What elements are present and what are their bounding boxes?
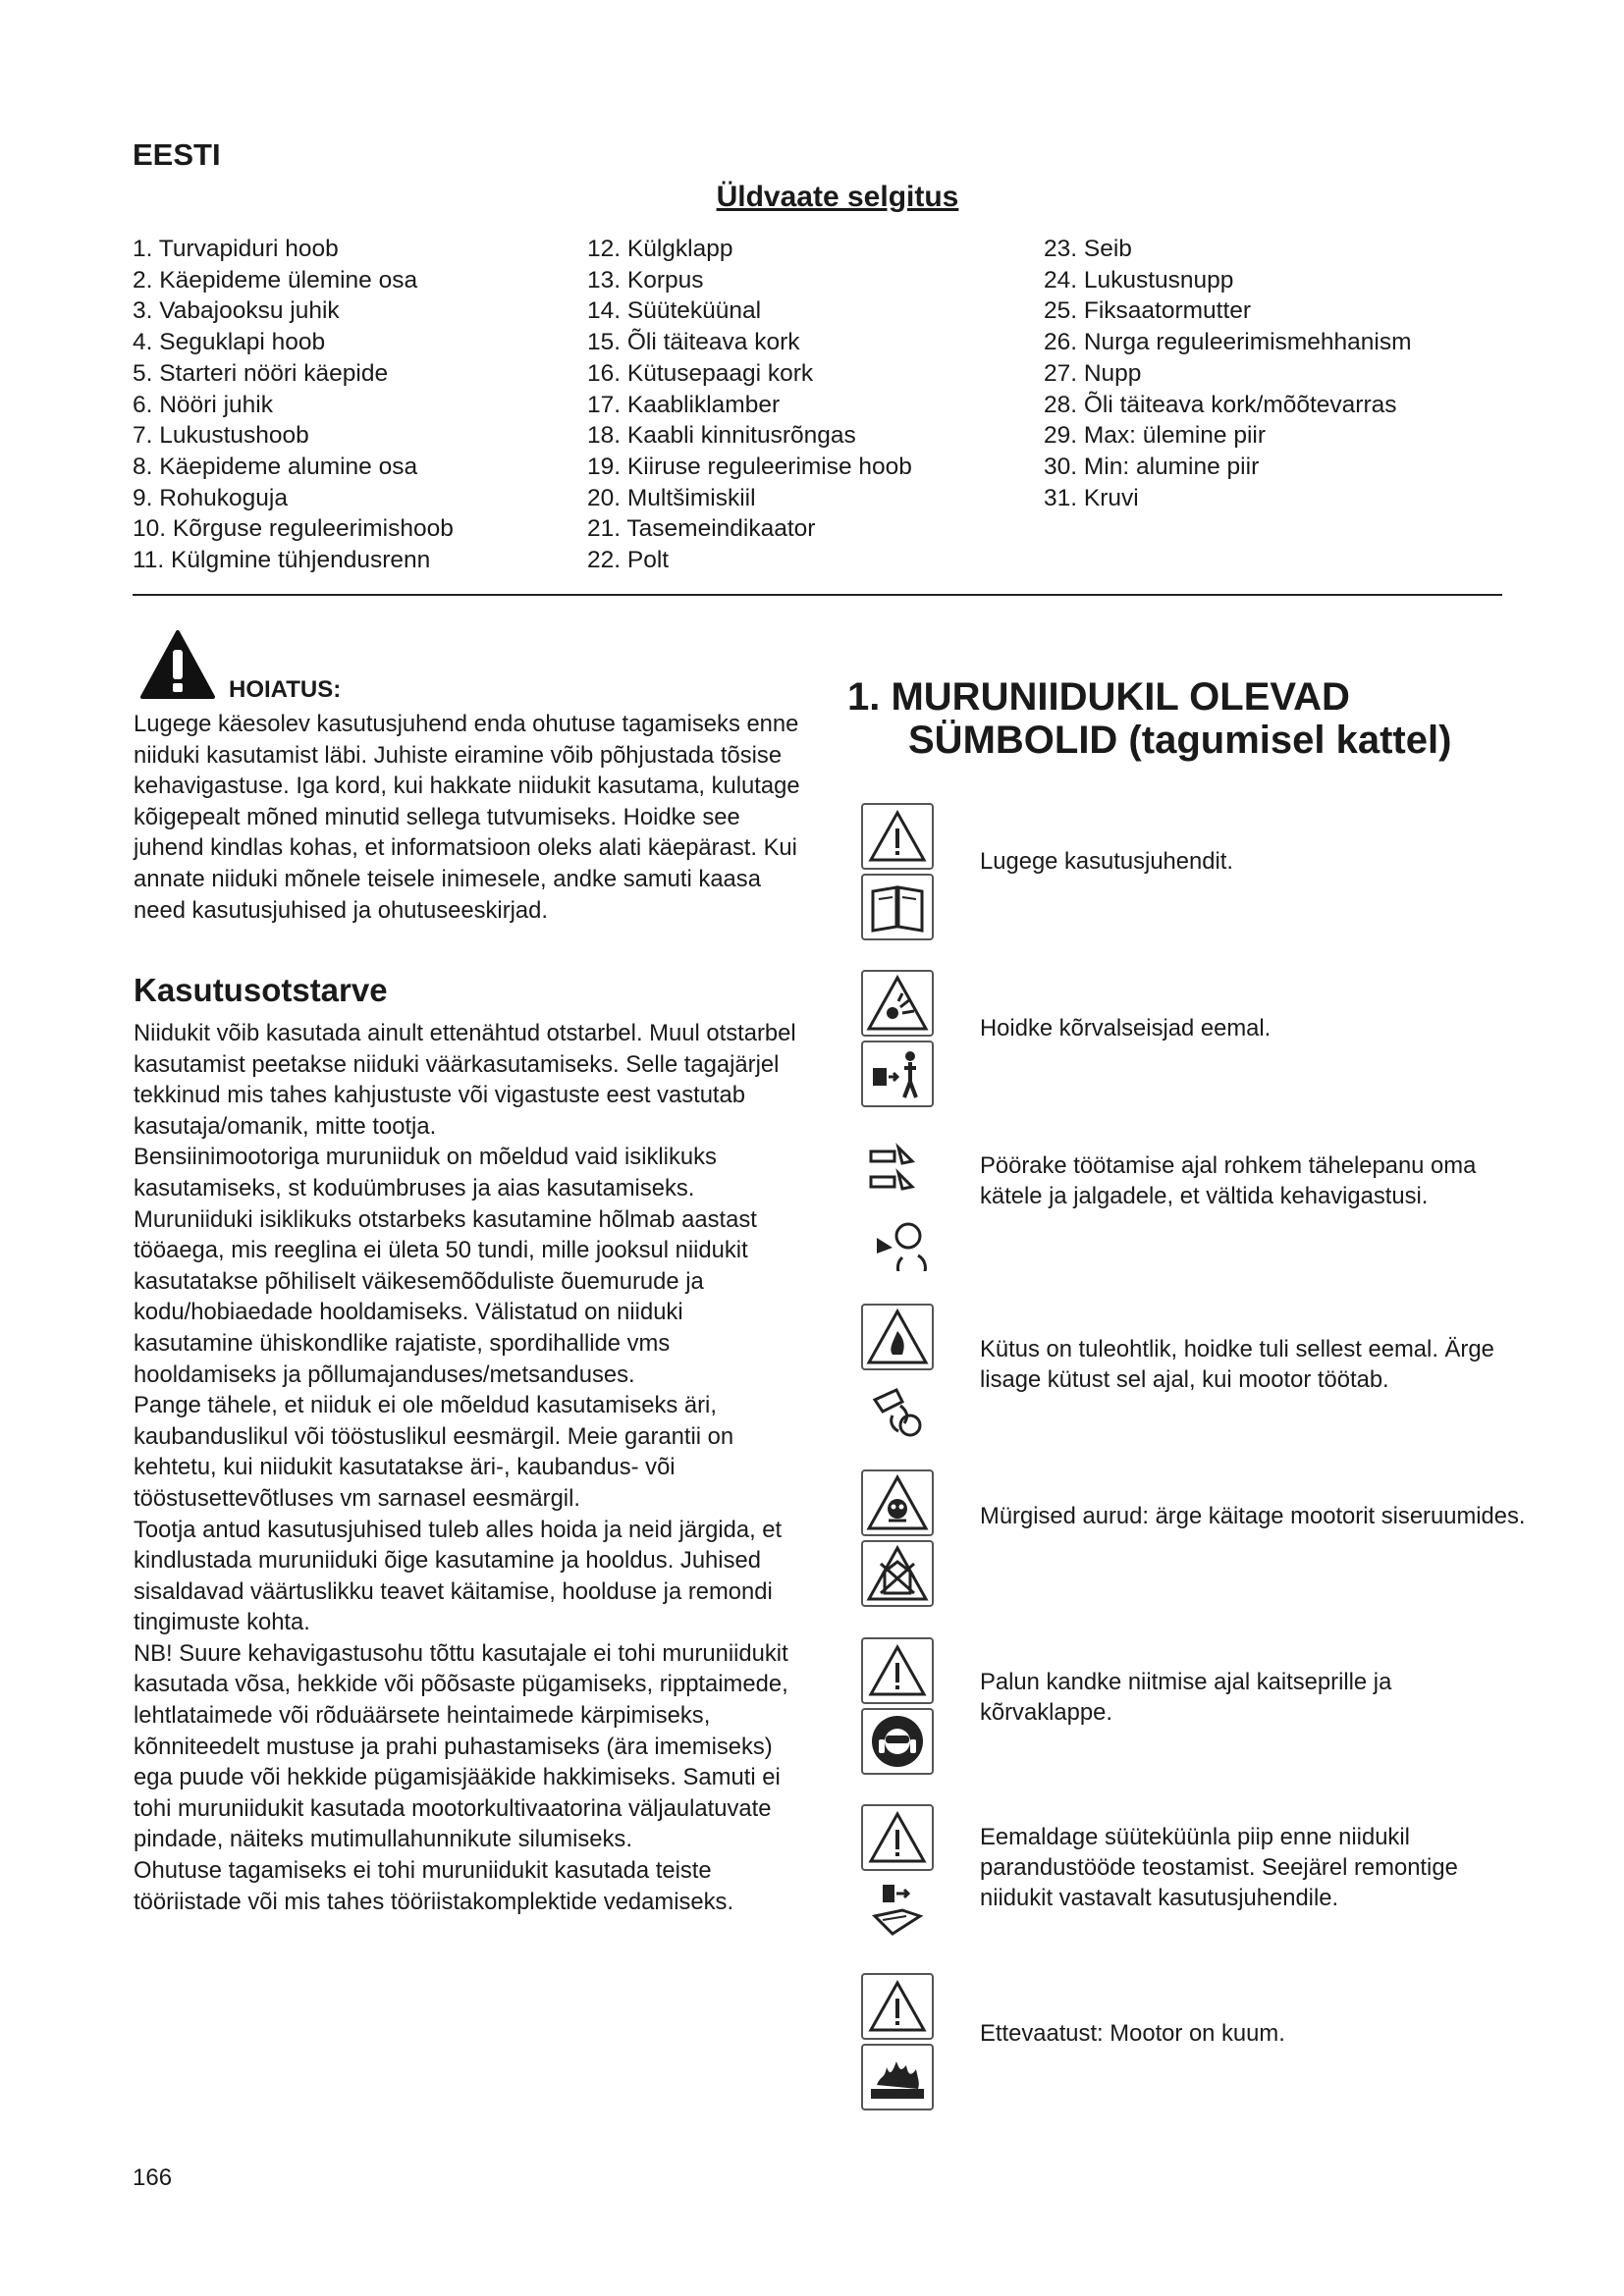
warning-triangle-icon — [139, 628, 216, 701]
no-indoor-engine-icon — [861, 1540, 934, 1607]
manual-book-icon — [861, 874, 934, 940]
overview-item: 9. Rohukoguja — [133, 484, 289, 511]
overview-title: Üldvaate selgitus — [716, 181, 959, 213]
overview-item: 24. Lukustusnupp — [1044, 266, 1234, 294]
overview-item: 29. Max: ülemine piir — [1044, 422, 1267, 450]
usage-paragraph: Pange tähele, et niiduk ei ole mõeldud kasutamiseks äri, kaubanduslikul või tööstuslikul eesmärgil. Meie garantii on kehtetu, kui niidukit kasutatakse äri-, kaubandus- või tööstusettevõtluses vm sarnasel eesmärgil. — [134, 1392, 734, 1512]
bystander-distance-icon — [861, 1041, 934, 1107]
usage-paragraph: Ohutuse tagamiseks ei tohi muruniidukit kasutada teiste tööriistade või mis tahes tööriistakomplektide vedamiseks. — [134, 1857, 734, 1915]
symbols-title-line-2: SÜMBOLID (tagumisel kattel) — [908, 719, 1452, 762]
overview-item: 17. Kaabliklamber — [587, 391, 781, 418]
overview-item: 28. Õli täiteava kork/mõõtevarras — [1044, 391, 1397, 418]
hand-foot-cut-icon — [861, 1136, 934, 1202]
thrown-object-icon — [861, 970, 934, 1037]
overview-item: 6. Nööri juhik — [133, 391, 273, 418]
overview-item: 19. Kiiruse reguleerimise hoob — [587, 453, 912, 480]
symbol-description: Eemaldage süüteküünla piip enne niidukil parandustööde teostamist. Seejärel remontige niidukit vastavalt kasutusjuhendile. — [980, 1824, 1458, 1911]
page-number: 166 — [133, 2164, 173, 2191]
overview-item: 8. Käepideme alumine osa — [133, 453, 418, 480]
usage-heading: Kasutusotstarve — [134, 972, 388, 1008]
warning-triangle-icon — [861, 1804, 934, 1871]
overview-item: 13. Korpus — [587, 266, 704, 294]
overview-item: 26. Nurga reguleerimismehhanism — [1044, 329, 1412, 356]
warning-heading: HOIATUS: — [229, 676, 342, 703]
no-refuel-running-icon — [861, 1374, 934, 1441]
overview-item: 15. Õli täiteava kork — [587, 329, 800, 356]
language-heading: EESTI — [133, 137, 221, 172]
usage-text — [134, 1018, 801, 1917]
overview-item: 31. Kruvi — [1044, 484, 1139, 511]
usage-paragraph: Niidukit võib kasutada ainult ettenähtud otstarbel. Muul otstarbel kasutamist peetakse niiduki väärkasutamiseks. Selle tagajärjel tekkinud mis tahes kahjustuste või vigastuste eest vastutab kasutaja/omanik, mitte tootja. — [134, 1020, 796, 1140]
symbol-description: Palun kandke niitmise ajal kaitseprille ja kõrvaklappe. — [980, 1669, 1392, 1726]
overview-item: 10. Kõrguse reguleerimishoob — [133, 515, 454, 543]
overview-item: 25. Fiksaatormutter — [1044, 297, 1252, 325]
overview-column-3 — [1044, 234, 1515, 513]
overview-item: 22. Polt — [587, 547, 670, 574]
warning-triangle-icon — [861, 803, 934, 870]
usage-paragraph: Bensiinimootoriga muruniiduk on mõeldud vaid isiklikuks kasutamiseks, st koduümbruses ja aias kasutamiseks. Muruniiduki isiklikuks otstarbeks kasutamine hõlmab aastast tööaega, mis reeglina ei ületa 50 tundi, mille jooksul niidukit kasutatakse põhiliselt väikesemõõduliste õuemurude ja kodu/hobiaedade hooldamiseks. Välistatud on niiduki kasutamine ühiskondlike rajatiste, spordihallide vms hooldamiseks ja põllumajanduses/metsanduses. — [134, 1144, 757, 1388]
ear-eye-protection-icon — [861, 1708, 934, 1775]
warning-text: Lugege käesolev kasutusjuhend enda ohutuse tagamiseks enne niiduki kasutamist läbi. Juhiste eiramine võib põhjustada tõsise kehavigastuse. Iga kord, kui hakkate niidukit kasutama, kulutage kõigepealt mõned minutid sellega tutvumiseks. Hoidke see juhend kindlas kohas, et informatsioon oleks alati käepärast. Kui annate niiduki mõnele teisele inimesele, andke samuti kaasa need kasutusjuhised ja ohutuseeskirjad. — [134, 711, 800, 924]
symbol-description: Lugege kasutusjuhendit. — [980, 848, 1234, 875]
toxic-fumes-icon — [861, 1469, 934, 1536]
warning-triangle-icon — [861, 1973, 934, 2040]
usage-paragraph: Tootja antud kasutusjuhised tuleb alles hoida ja neid järgida, et kindlustada muruniiduki õige kasutamine ja hooldus. Juhised sisaldavad väärtuslikku teavet käitamise, hoolduse ja remondi tingimuste kohta. — [134, 1516, 783, 1636]
symbol-description: Hoidke kõrvalseisjad eemal. — [980, 1015, 1272, 1041]
fire-hazard-icon — [861, 1304, 934, 1370]
symbol-description: Ettevaatust: Mootor on kuum. — [980, 2020, 1285, 2047]
overview-item: 1. Turvapiduri hoob — [133, 236, 339, 262]
overview-item: 3. Vabajooksu juhik — [133, 297, 340, 325]
overview-item: 5. Starteri nööri käepide — [133, 359, 389, 387]
overview-item: 14. Süüteküünal — [587, 297, 762, 325]
symbol-description: Pöörake töötamise ajal rohkem tähelepanu oma kätele ja jalgadele, et vältida kehavigastusi. — [980, 1152, 1477, 1209]
overview-item: 11. Külgmine tühjendusrenn — [133, 547, 431, 574]
overview-item: 12. Külgklapp — [587, 236, 733, 262]
overview-item: 20. Multšimiskiil — [587, 484, 756, 511]
symbols-title-line-1: 1. MURUNIIDUKIL OLEVAD — [847, 675, 1350, 719]
usage-paragraph: NB! Suure kehavigastusohu tõttu kasutajale ei tohi muruniidukit kasutada võsa, hekkide või põõsaste pügamiseks, ripptaimede, lehtlataimede või rõduäärsete heintaimede kärpimiseks, kõnniteedelt mustuse ja prahi puhastamiseks (ära imemiseks) ega puude või hekkide pügamisjääkide hakkimiseks. Samuti ei tohi muruniidukit kasutada mootorkultivaatorina väljaulatuvate pindade, näiteks mutimullahunnikute silumiseks. — [134, 1639, 788, 1853]
rotating-blade-icon — [861, 1206, 934, 1273]
overview-item: 16. Kütusepaagi kork — [587, 359, 814, 387]
spark-plug-disconnect-icon — [861, 1875, 934, 1942]
warning-triangle-icon — [861, 1637, 934, 1704]
overview-column-1 — [133, 234, 565, 576]
overview-item: 2. Käepideme ülemine osa — [133, 266, 418, 294]
overview-item: 30. Min: alumine piir — [1044, 453, 1260, 480]
overview-item: 23. Seib — [1044, 236, 1132, 262]
overview-item: 21. Tasemeindikaator — [587, 515, 816, 543]
symbol-description: Kütus on tuleohtlik, hoidke tuli sellest eemal. Ärge lisage kütust sel ajal, kui mootor töötab. — [980, 1336, 1494, 1393]
section-divider — [133, 594, 1502, 596]
overview-column-2 — [587, 234, 1019, 576]
overview-item: 27. Nupp — [1044, 359, 1142, 387]
symbols-title — [847, 675, 1535, 762]
overview-item: 18. Kaabli kinnitusrõngas — [587, 422, 856, 450]
hot-surface-icon — [861, 2044, 934, 2110]
overview-item: 4. Seguklapi hoob — [133, 329, 326, 356]
overview-item: 7. Lukustushoob — [133, 422, 309, 450]
symbol-description: Mürgised aurud: ärge käitage mootorit siseruumides. — [980, 1503, 1526, 1529]
